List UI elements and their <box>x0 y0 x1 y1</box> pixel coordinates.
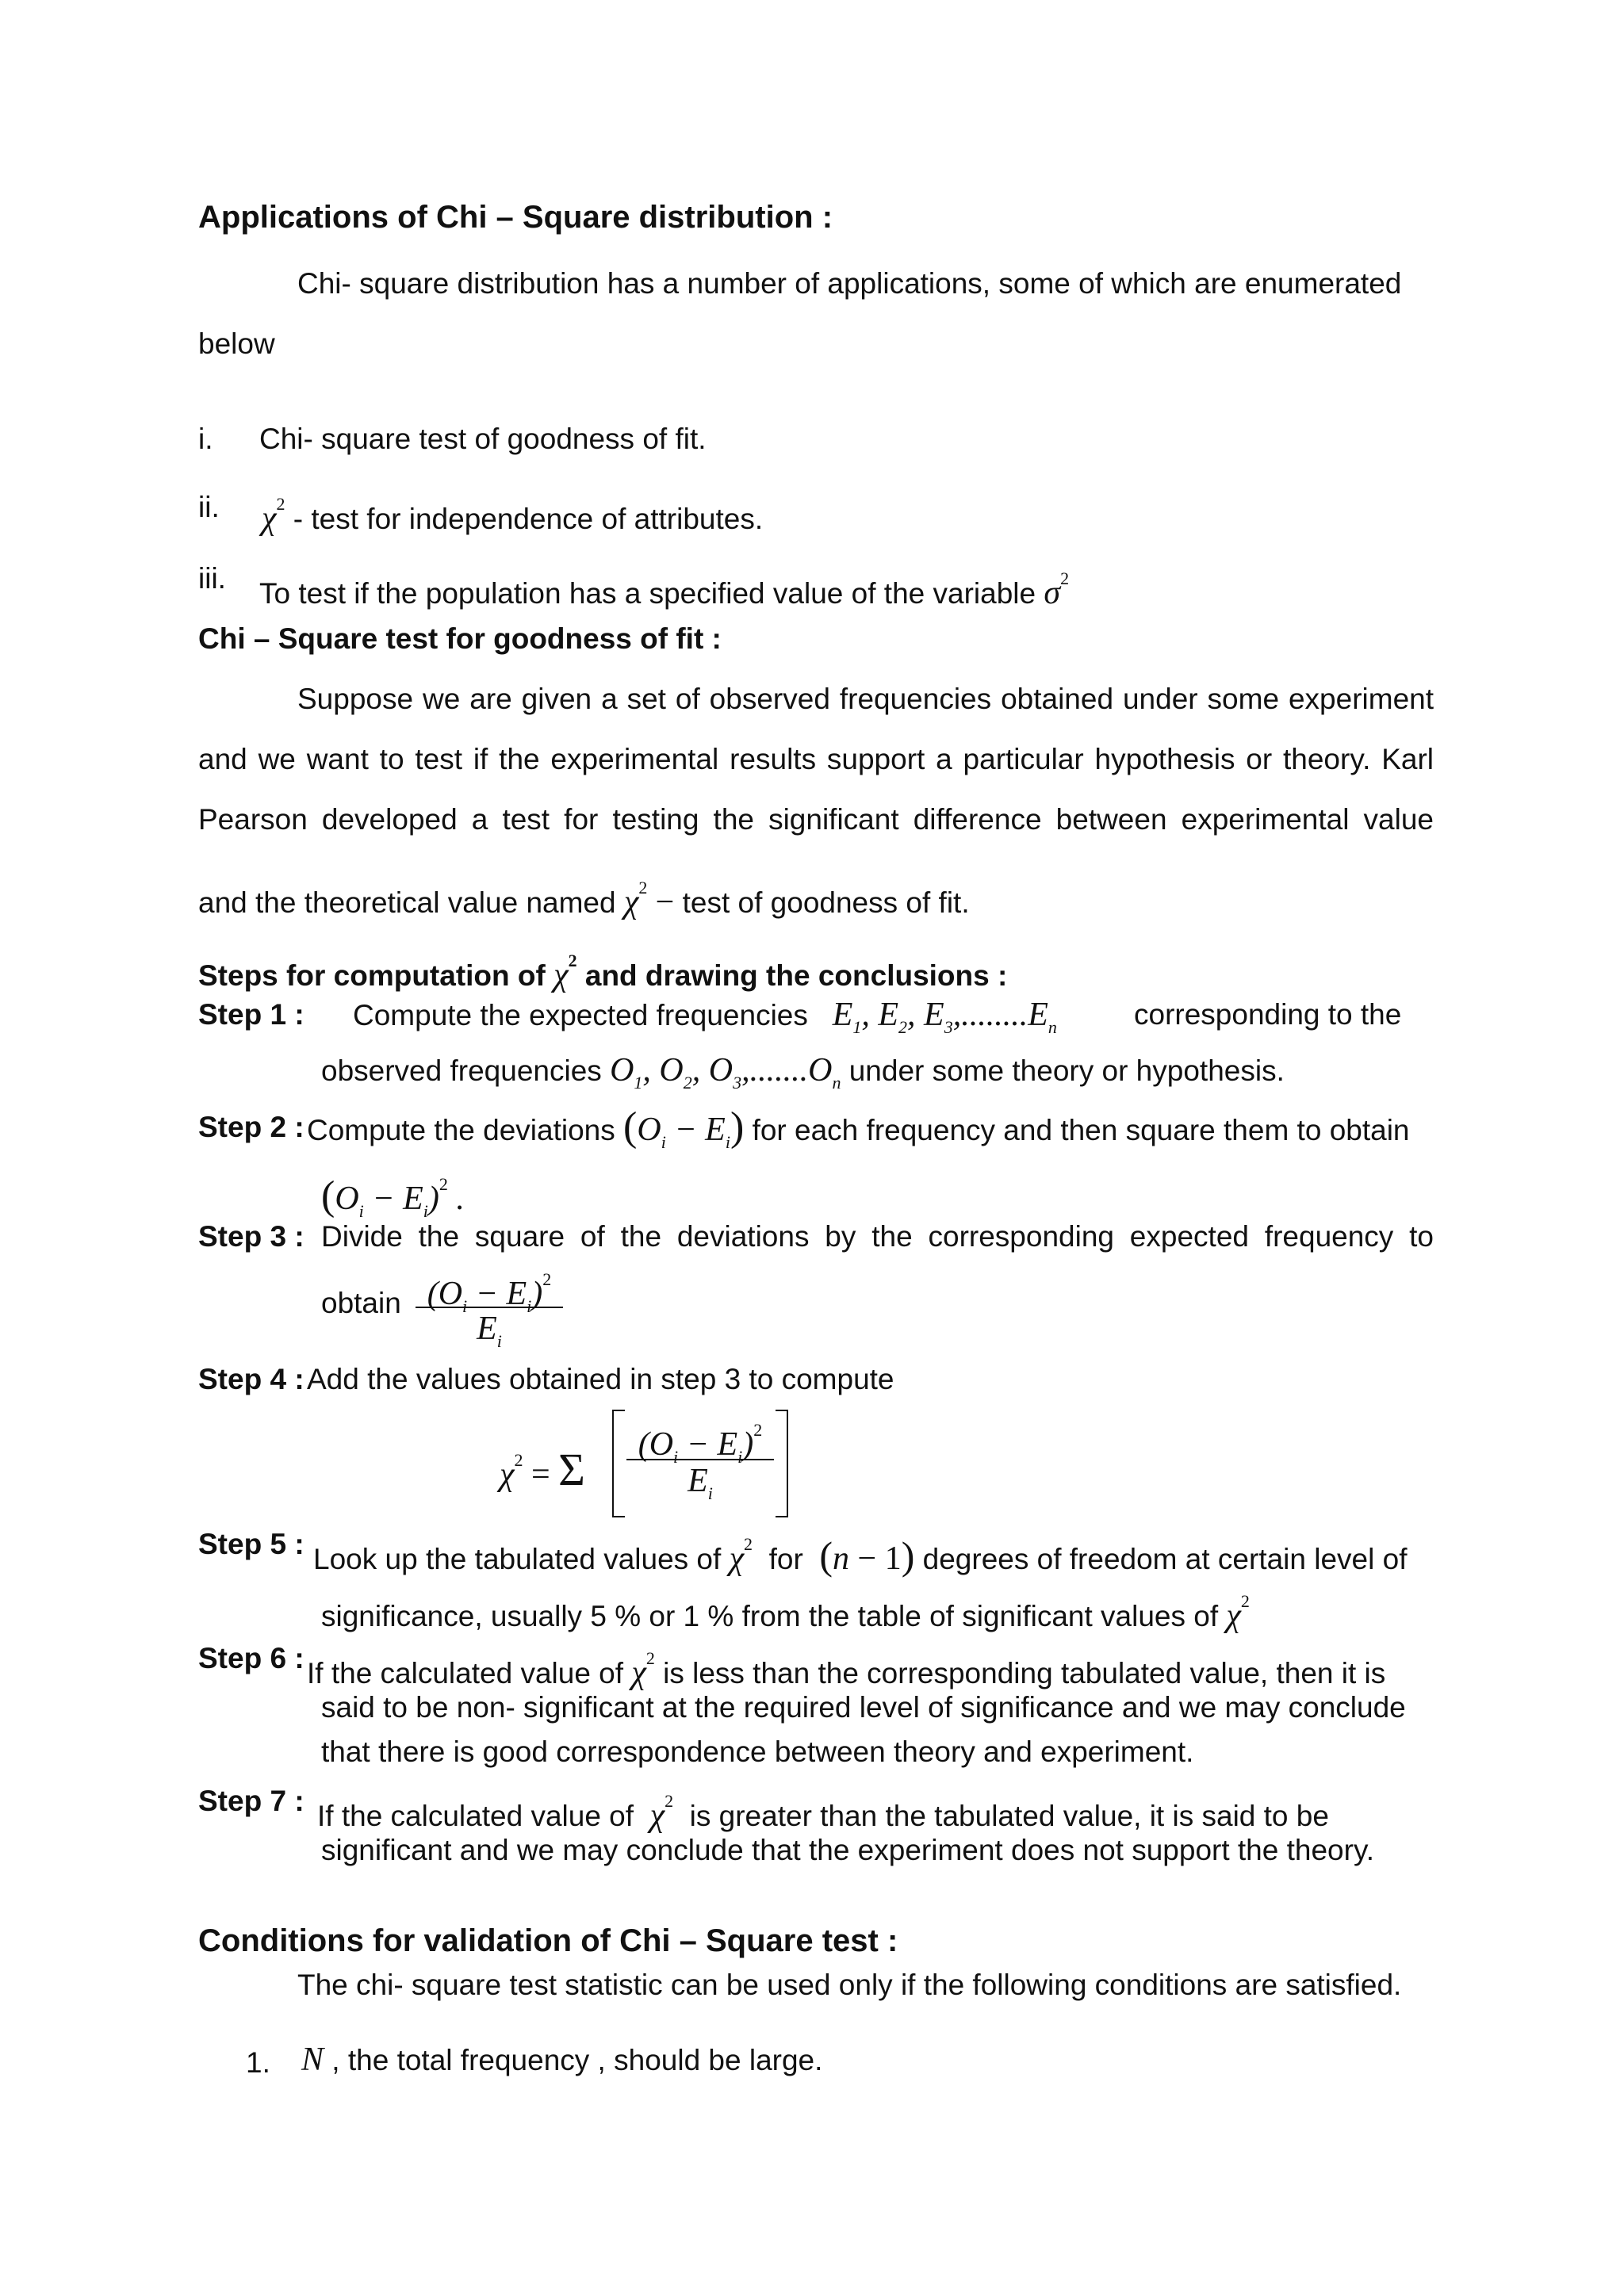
conditions-heading: Conditions for validation of Chi – Square test : <box>198 1923 898 1958</box>
goodness-of-fit-heading: Chi – Square test for goodness of fit : <box>198 622 722 655</box>
gof-para-line4: and the theoretical value named $\chi^2$ − test of goodness of fit. <box>198 878 970 920</box>
step-2-text: Compute the deviations $(O_i - E_i)$ for each frequency and then square them to obtain <box>307 1104 1410 1152</box>
gof-para-line2: and we want to test if the experimental results support a particular hypothesis or theory. Karl <box>198 743 1434 775</box>
step-5-text: Look up the tabulated values of $\chi^2$ for (n − 1) degrees of freedom at certain level of <box>313 1533 1408 1578</box>
step-6-line3: that there is good correspondence between theory and experiment. <box>321 1735 1194 1768</box>
step-6-line2: said to be non- significant at the required level of significance and we may conclude <box>321 1691 1406 1724</box>
step-6-label: Step 6 : <box>198 1642 304 1674</box>
step-1-label: Step 1 : <box>198 998 304 1031</box>
step-3-obtain: obtain <box>321 1287 401 1319</box>
step-7-line2: significant and we may conclude that the experiment does not support the theory. <box>321 1834 1374 1866</box>
step-3-label: Step 3 : <box>198 1220 304 1253</box>
left-bracket <box>612 1410 625 1517</box>
observed-frequencies-list: $O_1$, $O_2$, $O_3,.......O_n$ <box>610 1052 841 1093</box>
applications-intro-line1: Chi- square distribution has a number of applications, some of which are enumerated <box>297 267 1402 300</box>
step-1-text-end: corresponding to the <box>1134 998 1402 1031</box>
list-marker-ii: ii. <box>198 491 220 523</box>
step-3-text: Divide the square of the deviations by the corresponding expected frequency to <box>321 1220 1434 1253</box>
step-6-text: If the calculated value of $\chi^2$ is less than the corresponding tabulated value, then it is <box>307 1648 1386 1691</box>
applications-heading: Applications of Chi – Square distribution : <box>198 200 833 235</box>
step-5-line2: significance, usually 5 % or 1 % from the table of significant values of $\chi^2$ <box>321 1591 1250 1634</box>
list-item-goodness-of-fit: Chi- square test of goodness of fit. <box>259 423 707 455</box>
step-4-label: Step 4 : <box>198 1363 304 1395</box>
squared-deviation-expression: $(O_i - E_i)^2$ . <box>321 1173 465 1221</box>
step-3-fraction: $(O_i - E_i)^2$ $E_i$ <box>416 1261 563 1356</box>
step-1-line2: observed frequencies $O_1$, $O_2$, $O_3,.......O_n$ under some theory or hypothesis. <box>321 1052 1285 1093</box>
right-bracket <box>776 1410 788 1517</box>
steps-heading: Steps for computation of $\chi^2$ and drawing the conclusions : <box>198 951 1008 993</box>
condition-item-1: N , the total frequency , should be large. <box>301 2042 823 2078</box>
list-marker-iii: iii. <box>198 562 226 595</box>
chi-symbol: χ <box>262 500 277 537</box>
applications-intro-line2: below <box>198 327 275 360</box>
step-7-label: Step 7 : <box>198 1785 304 1817</box>
condition-marker-1: 1. <box>246 2046 270 2079</box>
list-item-specified-variance: To test if the population has a specified value of the variable $\sigma^2$ <box>259 568 1070 611</box>
sigma-symbol: σ <box>1044 575 1061 611</box>
chi-square-formula-lhs: $\chi^2 = \Sigma$ <box>500 1444 585 1495</box>
step-7-text: If the calculated value of $\chi^2$ is greater than the tabulated value, it is said to be <box>317 1791 1329 1834</box>
step-4-text: Add the values obtained in step 3 to compute <box>307 1363 894 1395</box>
list-item-independence: $\chi^2$ - test for independence of attributes. <box>262 494 764 537</box>
gof-para-line3: Pearson developed a test for testing the significant difference between experimental value <box>198 803 1434 836</box>
list-marker-i: i. <box>198 423 213 455</box>
expected-frequencies-list: $E_1$, $E_2$, $E_3,........E_n$ <box>832 997 1057 1037</box>
step-5-label: Step 5 : <box>198 1528 304 1560</box>
conditions-intro: The chi- square test statistic can be used only if the following conditions are satisfied. <box>297 1969 1402 2001</box>
step-1-text: Compute the expected frequencies $E_1$, $E_2$, $E_3,........E_n$ <box>353 997 1057 1037</box>
step-2-label: Step 2 : <box>198 1111 304 1143</box>
deviation-expression: $(O_i - E_i)$ <box>623 1104 745 1152</box>
gof-para-line1: Suppose we are given a set of observed frequencies obtained under some experiment <box>297 683 1434 715</box>
chi-square-formula-fraction: $(O_i - E_i)^2$ $E_i$ <box>626 1411 774 1514</box>
